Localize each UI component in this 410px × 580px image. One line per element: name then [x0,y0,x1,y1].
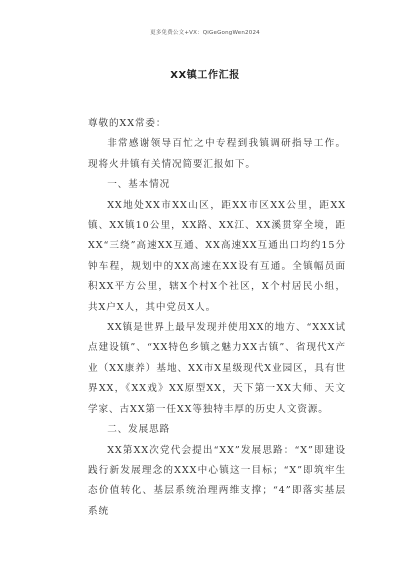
section-heading-basic-info: 一、基本情况 [107,179,171,191]
section-heading-development: 二、发展思路 [107,424,171,436]
document-title: XX镇工作汇报 [170,70,240,81]
salutation: 尊敬的XX常委： [88,118,167,129]
paragraph-development: XX第XX次党代会提出“XX”发展思路：“X”即建设践行新发展理念的XXX中心镇这一目标；“X”即筑牢生态价值转化、基层系统治理两维支撑；“4”即落实基层系统 [88,444,346,517]
paragraph-history: XX镇是世界上最早发现并使用XX的地方、“XXX试点建设镇”、“XX特色乡镇之魅力XX古镇”、省现代X产业（XX康养）基地、XX市X星级现代X业园区，具有世界XX，《XX戏》XX原型XX，天下第一XX大师、天文学家、古XX第一任XX等独特丰厚的历史人文资源。 [88,322,346,415]
header-note: 更多免费公文+VX：QiGeGongWen2024 [150,30,260,36]
paragraph-location: XX地处XX市XX山区，距XX市区XX公里，距XX镇、XX镇10公里，XX路、XX江、XX溪贯穿全境，距XX“三绕”高速XX互通、XX高速XX互通出口均约15分钟车程，规划中的XX高速在XX设有互通。全镇幅员面积XX平方公里，辖X个村X个社区，X个村居民小组，共X户X人，其中党员X人。 [88,199,346,313]
document-body [88,114,346,522]
paragraph-intro: 非常感谢领导百忙之中专程到我镇调研指导工作。现将火井镇有关情况简要汇报如下。 [88,138,346,170]
